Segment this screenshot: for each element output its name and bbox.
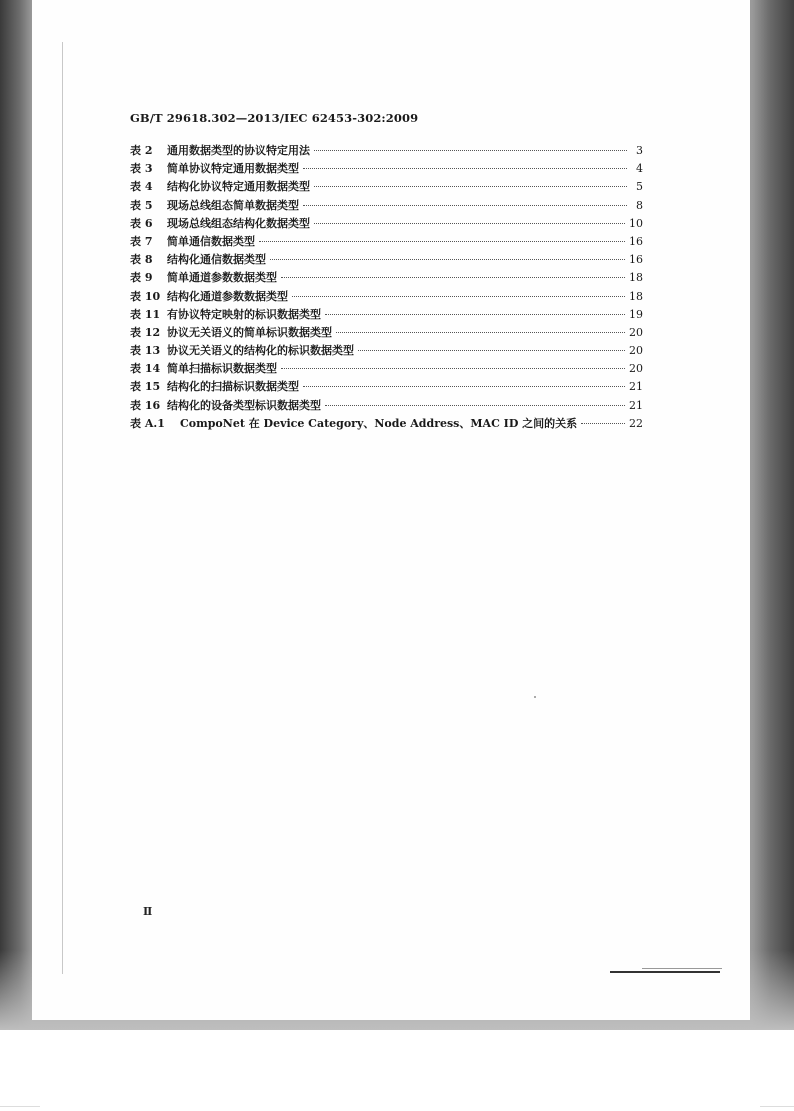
- toc-entry-title: 简单通道参数数据类型: [167, 271, 277, 285]
- toc-leader-dots: [292, 296, 625, 297]
- toc-entry-title: 结构化的设备类型标识数据类型: [167, 398, 321, 412]
- toc-entry[interactable]: [130, 178, 643, 196]
- toc-entry-page: 22: [629, 416, 643, 430]
- toc-entry[interactable]: [130, 288, 643, 306]
- toc-entry-title: 现场总线组态结构化数据类型: [167, 216, 310, 230]
- footer-rule-light: [642, 968, 722, 969]
- toc-leader-dots: [314, 186, 627, 187]
- toc-entry-number: 表 2: [130, 144, 153, 157]
- toc-leader-dots: [270, 259, 625, 260]
- toc-entry-page: 16: [629, 234, 643, 248]
- toc-entry-title: 有协议特定映射的标识数据类型: [167, 307, 321, 321]
- toc-entry-page: 5: [636, 180, 643, 194]
- toc-entry-number: 表 15: [130, 380, 161, 394]
- toc-entry[interactable]: [130, 378, 643, 396]
- toc-entry[interactable]: [130, 160, 643, 178]
- toc-entry-page: 21: [629, 398, 643, 412]
- document-page: [32, 0, 750, 1020]
- toc-entry-number: 表 11: [130, 307, 161, 321]
- toc-leader-dots: [281, 277, 625, 278]
- toc-entry-page: 4: [636, 162, 643, 176]
- toc-entry-page: 18: [629, 271, 643, 285]
- toc-entry-page: 19: [629, 307, 643, 321]
- toc-leader-dots: [581, 423, 625, 424]
- toc-entry-number: 表 12: [130, 325, 161, 339]
- toc-leader-dots: [281, 368, 625, 369]
- toc-entry-title: 结构化通道参数数据类型: [167, 289, 288, 303]
- toc-entry-number: 表 4: [130, 180, 153, 194]
- binding-margin-line: [62, 42, 63, 974]
- toc-entry-number: 表 14: [130, 362, 161, 376]
- toc-entry[interactable]: [130, 251, 643, 269]
- toc-leader-dots: [325, 405, 625, 406]
- toc-entry-number: 表 13: [130, 344, 161, 358]
- toc-entry[interactable]: [130, 215, 643, 233]
- toc-entry-page: 18: [629, 289, 643, 303]
- toc-entry-title: CompoNet 在 Device Category、Node Address、MAC ID 之间的关系: [180, 416, 578, 430]
- table-list: [130, 142, 643, 433]
- toc-entry-number: 表 9: [130, 271, 153, 285]
- toc-leader-dots: [303, 386, 625, 387]
- toc-entry[interactable]: [130, 269, 643, 287]
- toc-entry-number: 表 5: [130, 198, 153, 212]
- toc-entry-title: 简单通信数据类型: [167, 234, 255, 248]
- scan-speck: [534, 696, 536, 698]
- toc-leader-dots: [325, 314, 625, 315]
- page-number: Ⅱ: [143, 905, 153, 918]
- toc-entry-number: 表 8: [130, 253, 153, 267]
- toc-entry-page: 20: [629, 325, 643, 339]
- toc-entry[interactable]: [130, 233, 643, 251]
- toc-entry-number: 表 10: [130, 289, 161, 303]
- toc-entry-number: 表 7: [130, 234, 153, 248]
- toc-entry-number: 表 3: [130, 162, 153, 176]
- toc-entry[interactable]: [130, 415, 643, 433]
- standard-header: GB/T 29618.302—2013/IEC 62453-302:2009: [130, 111, 419, 125]
- toc-entry-page: 16: [629, 253, 643, 267]
- toc-entry-page: 10: [629, 216, 643, 230]
- toc-entry-title: 结构化的扫描标识数据类型: [167, 380, 299, 394]
- toc-entry-number: 表 6: [130, 216, 153, 230]
- footer-rule: [610, 971, 720, 973]
- toc-leader-dots: [358, 350, 625, 351]
- toc-entry[interactable]: [130, 342, 643, 360]
- toc-entry-page: 8: [636, 198, 643, 212]
- toc-entry-page: 3: [636, 144, 643, 157]
- scan-edge-mark: [0, 1106, 40, 1107]
- toc-leader-dots: [314, 150, 627, 151]
- toc-entry-number: 表 A.1: [130, 416, 165, 430]
- toc-entry[interactable]: [130, 360, 643, 378]
- scan-edge-mark: [760, 1106, 794, 1107]
- toc-leader-dots: [259, 241, 625, 242]
- toc-entry[interactable]: [130, 306, 643, 324]
- toc-entry[interactable]: [130, 397, 643, 415]
- toc-entry-page: 20: [629, 362, 643, 376]
- toc-entry[interactable]: [130, 197, 643, 215]
- toc-entry-title: 简单扫描标识数据类型: [167, 362, 277, 376]
- toc-entry-page: 20: [629, 344, 643, 358]
- toc-entry-title: 结构化通信数据类型: [167, 253, 266, 267]
- toc-entry-title: 协议无关语义的结构化的标识数据类型: [167, 344, 354, 358]
- toc-entry-page: 21: [629, 380, 643, 394]
- toc-leader-dots: [314, 223, 625, 224]
- toc-entry[interactable]: [130, 142, 643, 160]
- toc-entry-title: 协议无关语义的简单标识数据类型: [167, 325, 332, 339]
- toc-entry[interactable]: [130, 324, 643, 342]
- toc-entry-title: 现场总线组态简单数据类型: [167, 198, 299, 212]
- toc-entry-title: 结构化协议特定通用数据类型: [167, 180, 310, 194]
- toc-leader-dots: [303, 168, 627, 169]
- toc-leader-dots: [303, 205, 627, 206]
- toc-entry-title: 简单协议特定通用数据类型: [167, 162, 299, 176]
- toc-leader-dots: [336, 332, 625, 333]
- toc-entry-number: 表 16: [130, 398, 161, 412]
- toc-entry-title: 通用数据类型的协议特定用法: [167, 144, 310, 157]
